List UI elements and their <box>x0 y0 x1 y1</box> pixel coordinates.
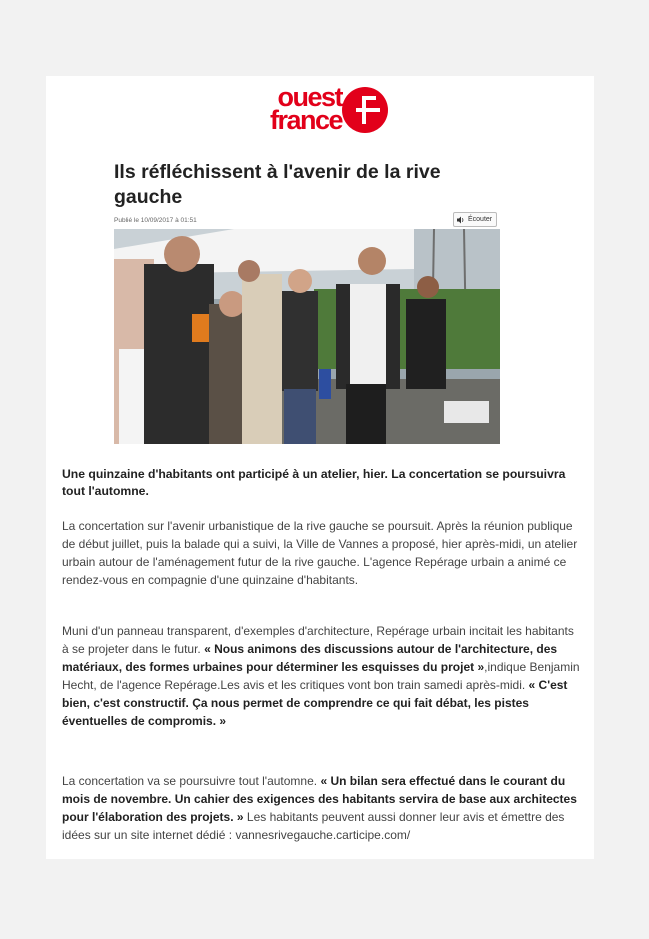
logo-circle-icon <box>342 87 388 133</box>
article-title: Ils réfléchissent à l'avenir de la rive gauche <box>114 161 441 208</box>
article-photo <box>114 229 500 444</box>
paragraph-2: Muni d'un panneau transparent, d'exemples d'architecture, Repérage urbain incitait les habitants à se projeter dans le futur. « Nous animons des discussions autour de l'architecture, des matériaux, des formes urbaines pour déterminer les esquisses du projet »,indique Benjamin Hecht, de l'agence Repérage.Les avis et les critiques vont bon train samedi après-midi. « C'est bien, c'est constructif. Ça nous permet de comprendre ce qui fait débat, les pistes éventuelles de compromis. » <box>62 624 580 728</box>
quote-3: « Un bilan sera effectué dans le courant du mois de novembre. Un cahier des exigences des habitants servira de base aux architectes pour l'élaboration des projets. » <box>62 774 577 824</box>
ouest-france-logo[interactable] <box>232 84 402 138</box>
listen-button[interactable] <box>453 212 497 227</box>
paragraph-3: La concertation va se poursuivre tout l'automne. « Un bilan sera effectué dans le courant du mois de novembre. Un cahier des exigences des habitants servira de base aux architectes pour l'élaboration des projets. » Les habitants peuvent aussi donner leur avis et émettre des idées sur un site internet dédié : vannesrivegauche.carticipe.com/ <box>62 774 577 842</box>
quote-2: « C'est bien, c'est constructif. Ça nous permet de comprendre ce qui fait débat, les pistes éventuelles de compromis. » <box>62 678 568 728</box>
article-lead: Une quinzaine d'habitants ont participé à un atelier, hier. La concertation se poursuivra tout l'automne. <box>62 467 566 498</box>
listen-label: Écouter <box>468 216 493 223</box>
paragraph-1: La concertation sur l'avenir urbanistique de la rive gauche se poursuit. Après la réunion publique de début juillet, puis la balade qui a suivi, la Ville de Vannes a proposé, hier après-midi, un atelier urbain autour de l'aménagement futur de la rive gauche. L'agence Repérage urbain a animé ce rendez-vous en compagnie d'une quinzaine d'habitants. <box>62 519 578 587</box>
publish-date: Publié le 10/09/2017 à 01:51 <box>114 217 197 224</box>
speaker-icon <box>457 216 465 224</box>
logo-wordmark: ouest france <box>269 82 342 135</box>
quote-1: « Nous animons des discussions autour de l'architecture, des matériaux, des formes urbaines pour déterminer les esquisses du projet » <box>62 642 558 674</box>
article-page <box>46 76 594 859</box>
